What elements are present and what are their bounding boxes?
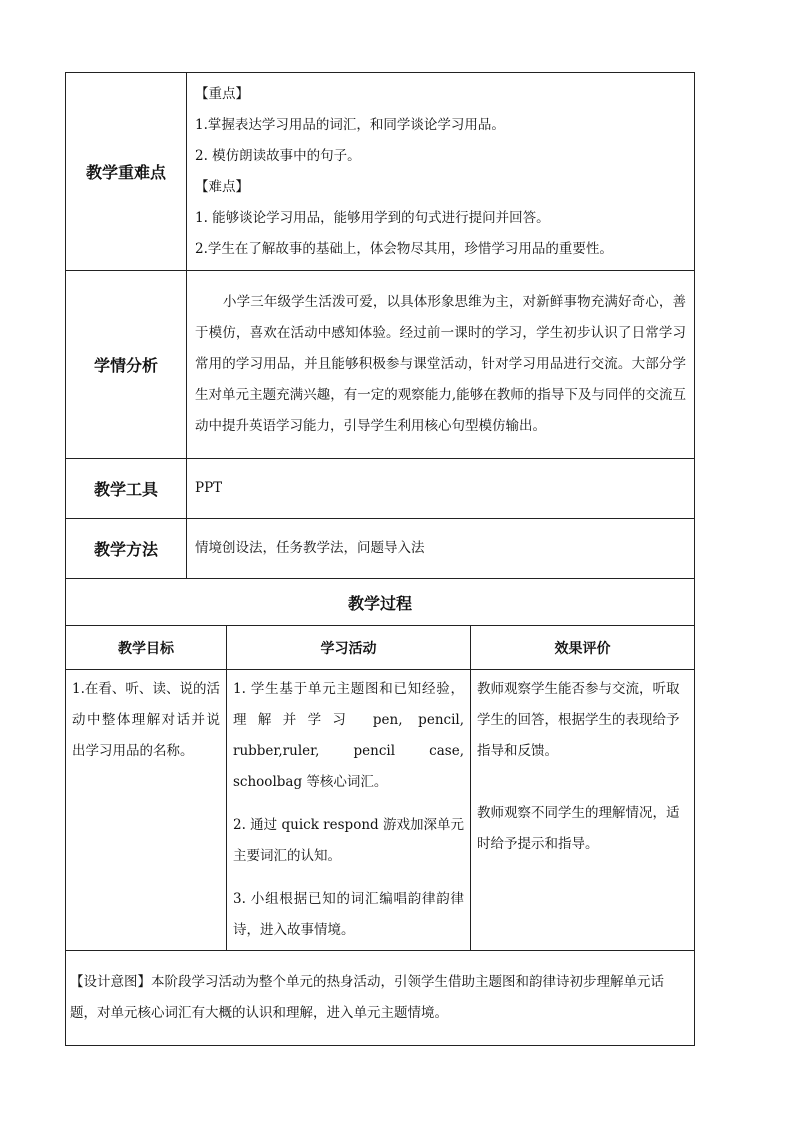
tools-value: PPT (187, 459, 695, 519)
activity-cell (227, 670, 471, 951)
key-heading: 【重点】 (195, 85, 249, 102)
tools-label: 教学工具 (66, 459, 187, 519)
analysis-content (187, 271, 695, 459)
key-point: 1.掌握表达学习用品的词汇，和同学谈论学习用品。 (195, 116, 505, 133)
key-point: 2. 模仿朗读故事中的句子。 (195, 147, 361, 164)
process-title: 教学过程 (66, 579, 695, 626)
analysis-text: 小学三年级学生活泼可爱，以具体形象思维为主，对新鲜事物充满好奇心，善于模仿，喜欢在活动中感知体验。经过前一课时的学习，学生初步认识了日常学习常用的学习用品，并且能够积极参与课堂活动，针对学习用品进行交流。大部分学生对单元主题充满兴趣，有一定的观察能力,能够在教师的指导下及与同伴的交流互动中提升英语学习能力，引导学生利用核心句型模仿输出。 (195, 294, 686, 434)
methods-value: 情境创设法，任务教学法，问题导入法 (187, 519, 695, 579)
process-title-row (66, 579, 695, 626)
header-activity: 学习活动 (227, 626, 471, 670)
teaching-process-table (65, 579, 695, 1046)
activity-item: 2. 通过 quick respond 游戏加深单元主要词汇的认知。 (233, 817, 464, 864)
lesson-info-table (65, 72, 695, 579)
analysis-label: 学情分析 (66, 271, 187, 459)
lesson-plan-page (65, 72, 694, 1046)
difficulty-row (66, 73, 695, 271)
hard-point: 1. 能够谈论学习用品，能够用学到的句式进行提问并回答。 (195, 209, 550, 226)
header-objective: 教学目标 (66, 626, 227, 670)
design-note-row (66, 951, 695, 1046)
analysis-row (66, 271, 695, 459)
process-content-row (66, 670, 695, 951)
design-note: 【设计意图】本阶段学习活动为整个单元的热身活动，引领学生借助主题图和韵律诗初步理解单元话题，对单元核心词汇有大概的认识和理解，进入单元主题情境。 (66, 951, 695, 1046)
methods-row (66, 519, 695, 579)
objective-text: 1.在看、听、读、说的活动中整体理解对话并说出学习用品的名称。 (72, 681, 220, 759)
difficulty-label: 教学重难点 (66, 73, 187, 271)
methods-label: 教学方法 (66, 519, 187, 579)
difficulty-content (187, 73, 695, 271)
header-evaluation: 效果评价 (471, 626, 695, 670)
hard-point: 2.学生在了解故事的基础上，体会物尽其用，珍惜学习用品的重要性。 (195, 240, 613, 257)
activity-item: 3. 小组根据已知的词汇编唱韵律韵律诗，进入故事情境。 (233, 891, 464, 938)
hard-heading: 【难点】 (195, 178, 249, 195)
tools-row (66, 459, 695, 519)
evaluation-item: 教师观察不同学生的理解情况，适时给予提示和指导。 (477, 805, 680, 852)
objective-cell (66, 670, 227, 951)
evaluation-cell (471, 670, 695, 951)
activity-item: 1. 学生基于单元主题图和已知经验，理解并学习 pen, pencil, rubber,ruler, pencil case, schoolbag 等核心词汇。 (233, 681, 464, 790)
evaluation-item: 教师观察学生能否参与交流，听取学生的回答，根据学生的表现给予指导和反馈。 (477, 681, 680, 759)
process-header-row (66, 626, 695, 670)
